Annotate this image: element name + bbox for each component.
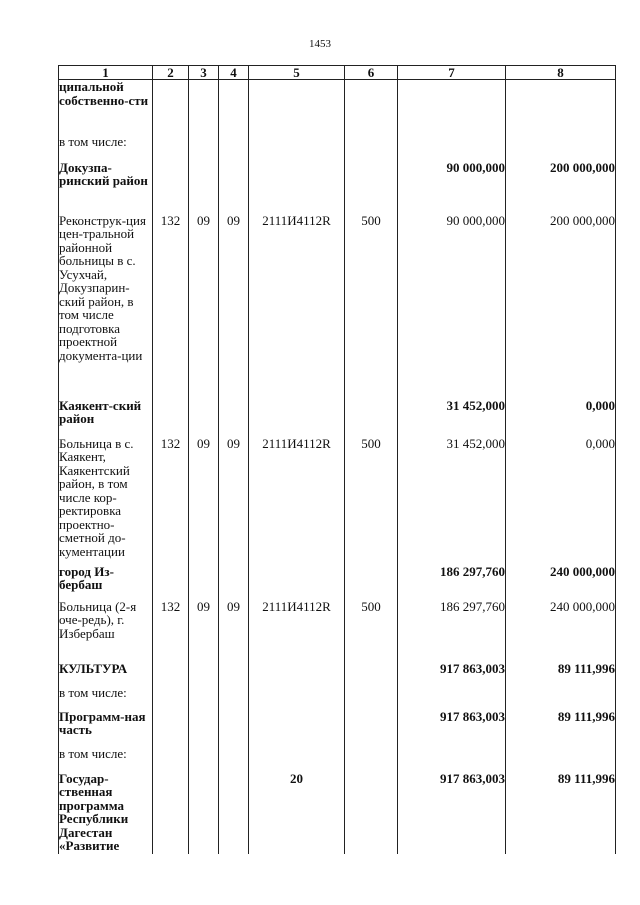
- col-header-5: 5: [249, 66, 345, 80]
- col-header-7: 7: [398, 66, 506, 80]
- col-header-2: 2: [153, 66, 189, 80]
- cell-c4: [219, 710, 249, 747]
- cell-c7: [398, 135, 506, 161]
- cell-c5: 20: [249, 772, 345, 854]
- cell-c6: [345, 710, 398, 747]
- cell-c5: 2111И4112R: [249, 437, 345, 565]
- cell-c5: [249, 662, 345, 686]
- cell-c5: [249, 80, 345, 135]
- table-row: [59, 747, 616, 772]
- cell-name: КУЛЬТУРА: [59, 662, 153, 686]
- cell-c7: [398, 747, 506, 772]
- cell-c8: 240 000,000: [506, 600, 616, 662]
- cell-name: город Из-бербаш: [59, 565, 153, 600]
- cell-c8: 200 000,000: [506, 214, 616, 399]
- page-number: 1453: [309, 38, 331, 50]
- cell-c4: [219, 565, 249, 600]
- cell-c8: 89 111,996: [506, 772, 616, 854]
- cell-name: в том числе:: [59, 135, 153, 161]
- cell-c5: [249, 565, 345, 600]
- cell-name: Реконструк-ция цен-тральной районной больницы в с. Усухчай, Докузпарин-ский район, в том числе подготовка проектной документа-ции: [59, 214, 153, 399]
- cell-c3: 09: [189, 214, 219, 399]
- cell-c3: 09: [189, 437, 219, 565]
- cell-c6: [345, 747, 398, 772]
- cell-c4: 09: [219, 214, 249, 399]
- cell-name: Государ-ственная программа Республики Дагестан «Развитие: [59, 772, 153, 854]
- cell-c4: [219, 747, 249, 772]
- cell-c7: [398, 686, 506, 710]
- cell-c6: [345, 399, 398, 437]
- cell-name: Докузпа-ринский район: [59, 161, 153, 214]
- cell-c5: [249, 399, 345, 437]
- cell-c6: [345, 772, 398, 854]
- cell-c2: [153, 710, 189, 747]
- cell-c4: [219, 161, 249, 214]
- cell-c4: [219, 662, 249, 686]
- cell-c3: [189, 399, 219, 437]
- cell-c7: 917 863,003: [398, 710, 506, 747]
- cell-c3: [189, 135, 219, 161]
- cell-c3: [189, 772, 219, 854]
- cell-c2: [153, 662, 189, 686]
- cell-c5: [249, 747, 345, 772]
- cell-c8: [506, 686, 616, 710]
- cell-c5: [249, 710, 345, 747]
- cell-c2: [153, 565, 189, 600]
- cell-c6: 500: [345, 214, 398, 399]
- cell-c4: [219, 80, 249, 135]
- cell-name: Больница в с. Каякент, Каякентский район, в том числе кор-ректировка проектно-сметной до-кументации: [59, 437, 153, 565]
- cell-c6: 500: [345, 600, 398, 662]
- cell-c8: 89 111,996: [506, 710, 616, 747]
- cell-c7: 186 297,760: [398, 565, 506, 600]
- cell-c8: 0,000: [506, 399, 616, 437]
- cell-c2: [153, 135, 189, 161]
- cell-c7: [398, 80, 506, 135]
- cell-c7: 90 000,000: [398, 161, 506, 214]
- cell-c2: [153, 80, 189, 135]
- cell-c2: [153, 772, 189, 854]
- col-header-6: 6: [345, 66, 398, 80]
- cell-c2: [153, 686, 189, 710]
- cell-c6: [345, 80, 398, 135]
- cell-c4: [219, 135, 249, 161]
- cell-c5: [249, 135, 345, 161]
- cell-c6: 500: [345, 437, 398, 565]
- col-header-3: 3: [189, 66, 219, 80]
- cell-c8: 240 000,000: [506, 565, 616, 600]
- cell-c7: 90 000,000: [398, 214, 506, 399]
- cell-c5: [249, 686, 345, 710]
- table-row: [59, 399, 616, 437]
- cell-c6: [345, 565, 398, 600]
- cell-c7: 917 863,003: [398, 662, 506, 686]
- cell-c2: [153, 399, 189, 437]
- table-row: [59, 710, 616, 747]
- cell-c2: 132: [153, 437, 189, 565]
- cell-c3: [189, 565, 219, 600]
- cell-c7: 186 297,760: [398, 600, 506, 662]
- table-row: [59, 214, 616, 399]
- cell-c2: [153, 747, 189, 772]
- cell-c2: 132: [153, 214, 189, 399]
- cell-c4: [219, 686, 249, 710]
- cell-c2: 132: [153, 600, 189, 662]
- table-row: [59, 600, 616, 662]
- table-row: [59, 437, 616, 565]
- cell-c8: 0,000: [506, 437, 616, 565]
- table-row: [59, 161, 616, 214]
- table-row: [59, 135, 616, 161]
- cell-c7: 31 452,000: [398, 399, 506, 437]
- cell-c7: 917 863,003: [398, 772, 506, 854]
- cell-c6: [345, 662, 398, 686]
- cell-c8: 89 111,996: [506, 662, 616, 686]
- cell-c8: [506, 747, 616, 772]
- table-row: [59, 772, 616, 854]
- cell-name: Каякент-ский район: [59, 399, 153, 437]
- cell-c7: 31 452,000: [398, 437, 506, 565]
- cell-c3: [189, 80, 219, 135]
- cell-c3: [189, 710, 219, 747]
- cell-c5: 2111И4112R: [249, 214, 345, 399]
- cell-c3: [189, 662, 219, 686]
- cell-name: в том числе:: [59, 686, 153, 710]
- cell-c4: [219, 772, 249, 854]
- header-row: [59, 66, 616, 80]
- cell-c5: [249, 161, 345, 214]
- table-row: [59, 686, 616, 710]
- cell-name: Программ-ная часть: [59, 710, 153, 747]
- cell-c6: [345, 161, 398, 214]
- cell-c3: [189, 161, 219, 214]
- table-row: [59, 662, 616, 686]
- cell-c2: [153, 161, 189, 214]
- cell-c8: [506, 135, 616, 161]
- budget-table: [58, 65, 616, 854]
- table-row: [59, 565, 616, 600]
- cell-c4: [219, 399, 249, 437]
- cell-name: Больница (2-я оче-редь), г. Избербаш: [59, 600, 153, 662]
- col-header-1: 1: [59, 66, 153, 80]
- cell-c8: [506, 80, 616, 135]
- cell-name: ципальной собственно-сти: [59, 80, 153, 135]
- col-header-8: 8: [506, 66, 616, 80]
- cell-c6: [345, 135, 398, 161]
- cell-c4: 09: [219, 600, 249, 662]
- table-row: [59, 80, 616, 135]
- cell-c6: [345, 686, 398, 710]
- cell-c3: [189, 747, 219, 772]
- cell-name: в том числе:: [59, 747, 153, 772]
- cell-c4: 09: [219, 437, 249, 565]
- col-header-4: 4: [219, 66, 249, 80]
- cell-c5: 2111И4112R: [249, 600, 345, 662]
- cell-c3: 09: [189, 600, 219, 662]
- cell-c3: [189, 686, 219, 710]
- cell-c8: 200 000,000: [506, 161, 616, 214]
